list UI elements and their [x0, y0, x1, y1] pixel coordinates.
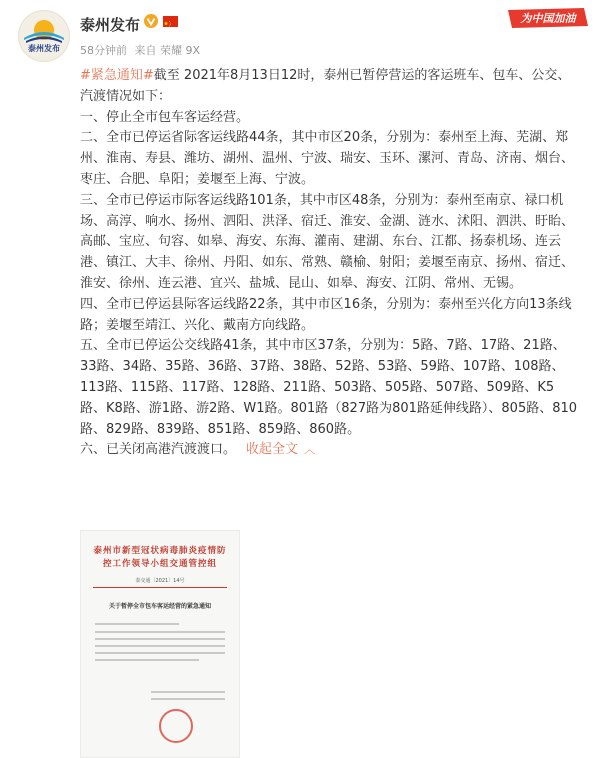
hashtag-link[interactable]: #紧急通知# — [80, 68, 154, 83]
username[interactable]: 泰州发布 — [80, 16, 141, 34]
post-content — [80, 66, 580, 461]
document-image[interactable] — [80, 530, 240, 758]
post-source: 来自 荣耀 9X — [134, 44, 201, 57]
document-text-line — [95, 631, 225, 633]
avatar[interactable] — [18, 10, 70, 62]
document-subtitle: 关于暂停全市包车客运经营的紧急通知 — [108, 603, 211, 610]
cheer-banner — [506, 6, 590, 30]
list-item: 一、停止全市包车客运经营。 — [80, 109, 250, 125]
post-time[interactable]: 58分钟前 — [80, 44, 127, 57]
verified-v-icon — [144, 14, 158, 28]
list-item: 六、已关闭高港汽渡渡口。 — [80, 442, 237, 458]
list-item: 五、全市已停运公交线路41条，其中市区37条，分别为：5路、7路、17路、21路、33路、34路、35路、36路、37路、38路、52路、53路、59路、107路、108路、113路、115路、117路、128路、211路、503路、505路、507路、509路、K5路、K8路、游1路、游2路、W1路。801路（827路为801路延伸线路）、805路、810路、829路、839路、851路、859路、860路。 — [80, 338, 578, 437]
document-divider — [93, 587, 227, 588]
list-item: 三、全市已停运市际客运线路101条，其中市区48条，分别为：泰州至南京、禄口机场、高淳、响水、扬州、泗阳、洪泽、宿迁、淮安、金湖、涟水、沭阳、泗洪、盱眙、高邮、宝应、句容、如皋、海安、东海、灌南、建湖、东台、江都、扬泰机场、连云港、镇江、大丰、徐州、丹阳、如东、常熟、赣榆、射阳；姜堰至南京、扬州、宿迁、淮安、徐州、连云港、宜兴、盐城、昆山、如皋、海安、江阴、常州、无锡。 — [80, 192, 575, 291]
document-title: 泰州市新型冠状病毒肺炎疫情防控工作领导小组交通管控组 — [93, 546, 227, 569]
banner-text: 为中国加油 — [520, 13, 576, 25]
document-text-line — [95, 645, 225, 647]
stamp-seal — [159, 709, 193, 743]
document-number: 泰交通〔2021〕14号 — [135, 578, 185, 584]
post-intro — [80, 66, 580, 108]
post-meta — [80, 42, 204, 58]
document-text-line — [95, 659, 199, 661]
logo-icon — [18, 10, 70, 62]
list-item-last — [80, 440, 580, 461]
list-item: 四、全市已停运县际客运线路22条，其中市区16条，分别为：泰州至兴化方向13条线路；姜堰至靖江、兴化、戴南方向线路。 — [80, 296, 572, 333]
document-text-line — [95, 623, 179, 625]
document-text-line — [95, 638, 225, 640]
avatar-label: 泰州发布 — [28, 44, 60, 53]
collapse-link[interactable]: 收起全文 — [246, 442, 299, 458]
chevron-up-icon[interactable]: ︿ — [304, 443, 316, 457]
intro-text: 截至 2021年8月13日12时，泰州已暂停营运的客运班车、包车、公交、汽渡情况如下： — [80, 68, 571, 104]
list-item: 二、全市已停运省际客运线路44条，其中市区20条，分别为：泰州至上海、芜湖、郑州、淮南、寿县、潍坊、湖州、温州、宁波、瑞安、玉环、漯河、青岛、济南、烟台、枣庄、合肥、阜阳；姜堰至上海、宁波。 — [80, 130, 575, 187]
document-text-line — [151, 698, 225, 700]
document-text-line — [95, 652, 225, 654]
china-flag-icon — [163, 16, 178, 27]
document-text-line — [151, 691, 225, 693]
